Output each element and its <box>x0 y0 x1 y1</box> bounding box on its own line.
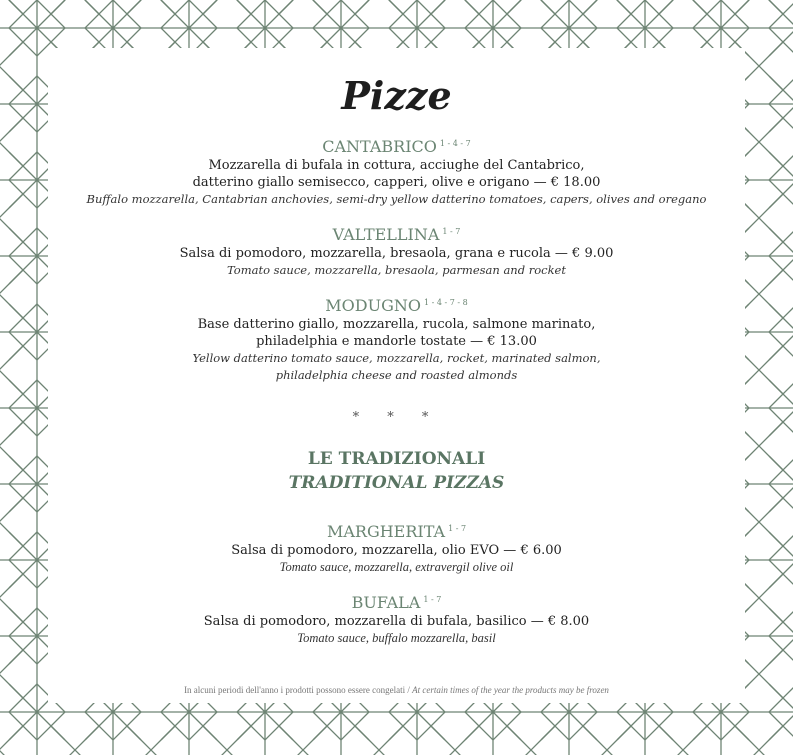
section-title: LE TRADIZIONALI <box>307 449 486 469</box>
item-name <box>48 590 745 613</box>
allergens: 1 - 7 <box>423 595 442 604</box>
item-translation: Tomato sauce, mozzarella, bresaola, parmesan and rocket <box>227 263 566 277</box>
item-name-text: BUFALA <box>351 593 421 612</box>
menu-item <box>48 222 745 279</box>
item-name-text: VALTELLINA <box>332 225 440 244</box>
allergens: 1 - 4 - 7 <box>439 139 471 148</box>
item-translation: philadelphia cheese and roasted almonds <box>275 368 518 382</box>
menu-item <box>48 519 745 576</box>
menu-item <box>48 293 745 384</box>
footer-english: At certain times of the year the products may be frozen <box>412 685 609 695</box>
item-name <box>48 519 745 542</box>
item-name <box>48 134 745 157</box>
separator: * * * <box>352 410 441 425</box>
item-description: Salsa di pomodoro, mozzarella, olio EVO — € 6.00 <box>231 543 562 558</box>
item-translation: Tomato sauce, buffalo mozzarella, basil <box>297 631 496 645</box>
item-description: Salsa di pomodoro, mozzarella di bufala, basilico — € 8.00 <box>203 614 590 629</box>
pizza-list <box>48 134 745 384</box>
item-description: Base datterino giallo, mozzarella, rucola, salmone marinato, <box>197 317 596 332</box>
allergens: 1 - 7 <box>448 524 467 533</box>
item-description: philadelphia e mandorle tostate — € 13.00 <box>256 334 537 349</box>
section-subtitle: TRADITIONAL PIZZAS <box>288 473 505 493</box>
section-heading <box>48 447 745 495</box>
footer-note <box>48 685 745 695</box>
item-translation: Yellow datterino tomato sauce, mozzarella, rocket, marinated salmon, <box>192 351 601 365</box>
item-translation: Tomato sauce, mozzarella, extravergil olive oil <box>279 560 514 574</box>
item-name-text: MODUGNO <box>325 296 421 315</box>
menu-item <box>48 590 745 647</box>
allergens: 1 - 4 - 7 - 8 <box>423 298 468 307</box>
item-name <box>48 293 745 316</box>
item-translation: Buffalo mozzarella, Cantabrian anchovies, semi-dry yellow datterino tomatoes, capers, olives and oregano <box>86 192 707 206</box>
item-description: Mozzarella di bufala in cottura, acciughe del Cantabrico, <box>208 158 585 173</box>
item-description: datterino giallo semisecco, capperi, olive e origano — € 18.00 <box>192 175 601 190</box>
menu-panel <box>48 48 745 703</box>
item-name-text: CANTABRICO <box>322 137 437 156</box>
item-name-text: MARGHERITA <box>326 522 446 541</box>
page-title: Pizze <box>341 73 452 118</box>
traditional-pizza-list <box>48 519 745 647</box>
allergens: 1 - 7 <box>442 227 461 236</box>
item-name <box>48 222 745 245</box>
footer-italian: In alcuni periodi dell'anno i prodotti possono essere congelati / <box>184 685 410 695</box>
item-description: Salsa di pomodoro, mozzarella, bresaola, grana e rucola — € 9.00 <box>179 246 614 261</box>
menu-item <box>48 134 745 208</box>
